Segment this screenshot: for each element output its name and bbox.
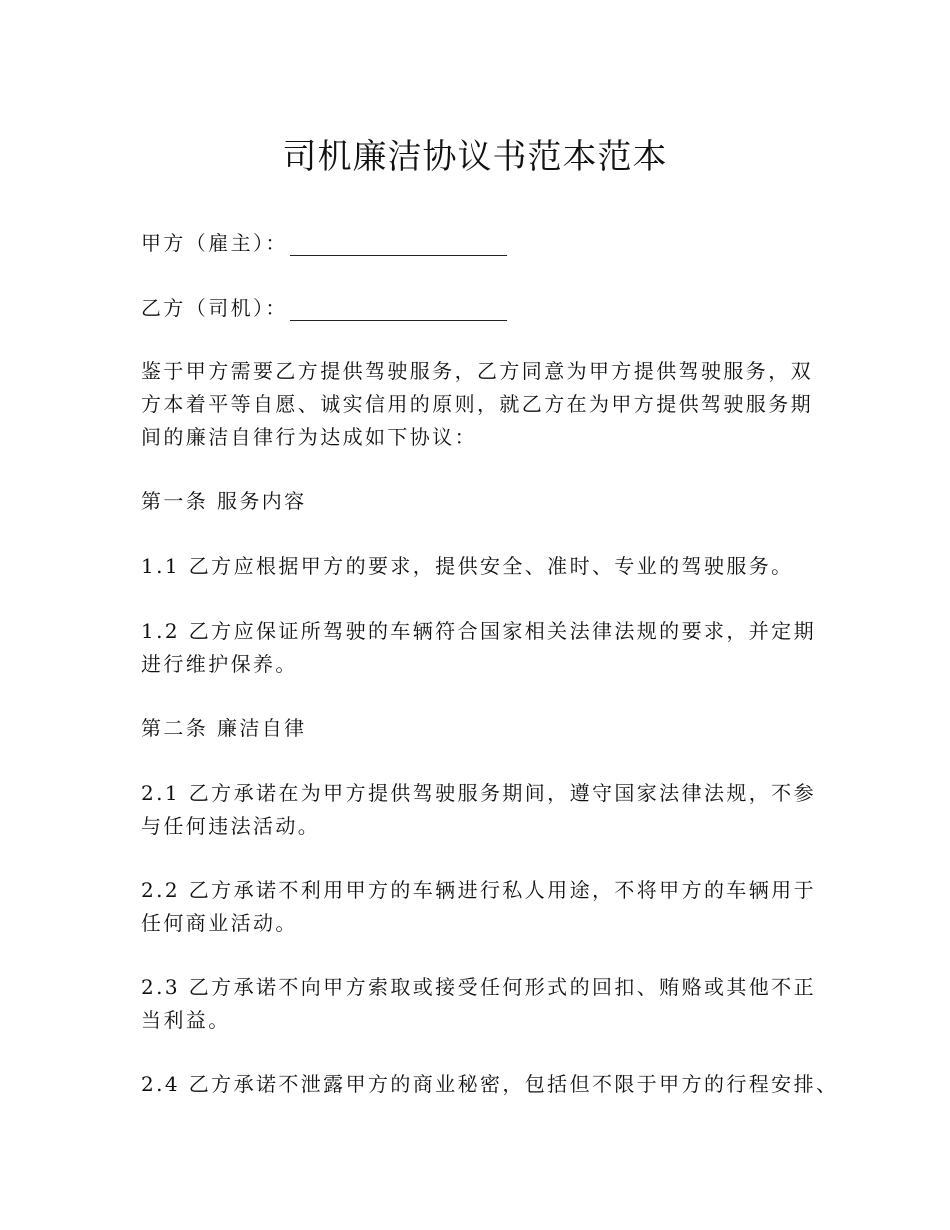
clause-line: 2.4 乙方承诺不泄露甲方的商业秘密，包括但不限于甲方的行程安排、 <box>141 1072 839 1096</box>
article-1-heading: 第一条 服务内容 <box>141 489 307 513</box>
party-a-field <box>141 227 811 260</box>
clause-2-4 <box>141 1068 839 1101</box>
clause-2-1 <box>141 777 816 843</box>
clause-line: 2.2 乙方承诺不利用甲方的车辆进行私人用途，不将甲方的车辆用于 <box>141 878 816 902</box>
preamble-line: 间的廉洁自律行为达成如下协议： <box>141 425 477 449</box>
clause-line: 进行维护保养。 <box>141 652 298 676</box>
clause-2-2 <box>141 874 816 940</box>
clause-line: 当利益。 <box>141 1008 231 1032</box>
party-a-blank-line <box>290 233 507 256</box>
clause-line: 任何商业活动。 <box>141 911 298 935</box>
clause-line: 与任何违法活动。 <box>141 814 321 838</box>
clause-line: 1.2 乙方应保证所驾驶的车辆符合国家相关法律法规的要求，并定期 <box>141 619 816 643</box>
document-title: 司机廉洁协议书范本范本 <box>282 137 668 177</box>
clause-2-3 <box>141 971 816 1037</box>
preamble-paragraph <box>141 355 811 454</box>
party-b-field <box>141 292 811 325</box>
clause-line: 2.1 乙方承诺在为甲方提供驾驶服务期间，遵守国家法律法规，不参 <box>141 781 816 805</box>
party-b-blank-line <box>290 298 507 321</box>
preamble-line: 鉴于甲方需要乙方提供驾驶服务，乙方同意为甲方提供驾驶服务，双 <box>141 359 813 383</box>
preamble-line: 方本着平等自愿、诚实信用的原则，就乙方在为甲方提供驾驶服务期 <box>141 392 813 416</box>
clause-1-1 <box>141 550 811 583</box>
party-b-label: 乙方（司机）： <box>141 296 288 320</box>
clause-line: 2.3 乙方承诺不向甲方索取或接受任何形式的回扣、贿赂或其他不正 <box>141 975 816 999</box>
clause-1-2 <box>141 615 816 681</box>
clause-line: 1.1 乙方应根据甲方的要求，提供安全、准时、专业的驾驶服务。 <box>141 554 794 578</box>
article-2-heading: 第二条 廉洁自律 <box>141 716 307 740</box>
party-a-label: 甲方（雇主）： <box>141 231 288 255</box>
